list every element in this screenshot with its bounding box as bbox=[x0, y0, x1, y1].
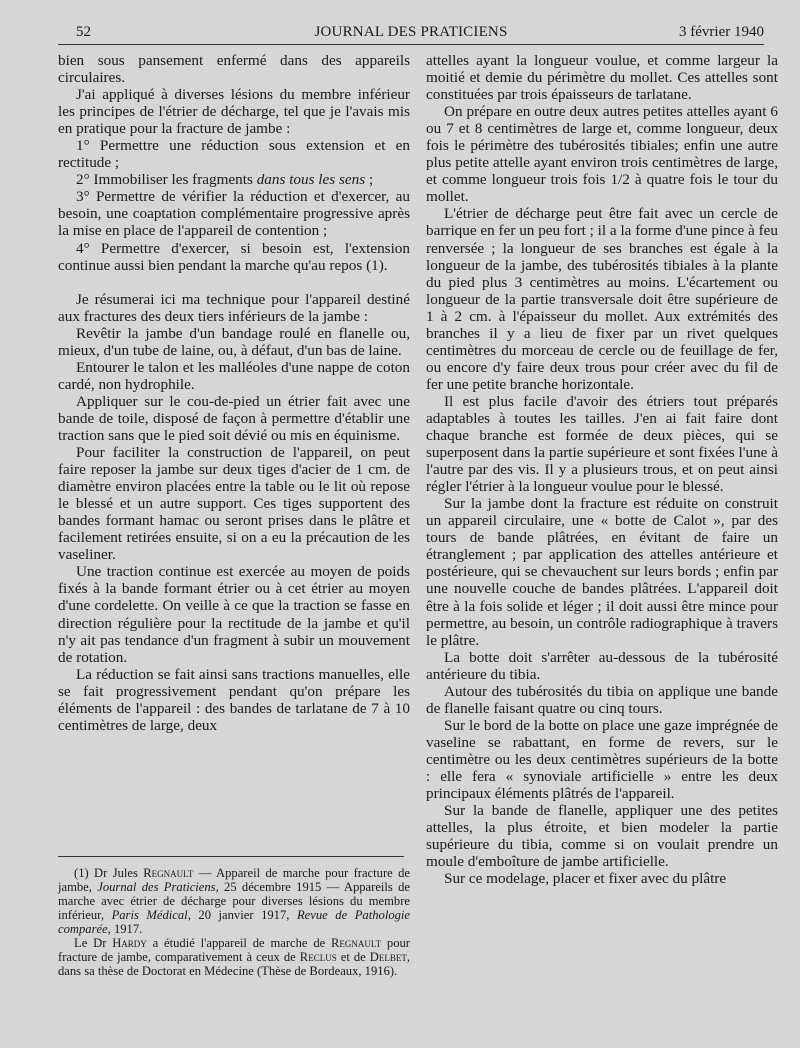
paragraph: La réduction se fait ainsi sans tractions manuelles, elle se fait progressivement pendant qu'on prépare les éléments de l'appareil : des bandes de tarlatane de 7 à 10 centimètres de large, deux bbox=[58, 665, 410, 734]
paragraph: Je résumerai ici ma technique pour l'appareil destiné aux fractures des deux tiers inférieurs de la jambe : bbox=[58, 290, 410, 325]
page-number: 52 bbox=[76, 24, 91, 40]
footnote bbox=[58, 936, 410, 978]
author-name: Hardy bbox=[112, 936, 147, 950]
paragraph: Il est plus facile d'avoir des étriers tout préparés adaptables à toutes les tailles. J'en ai fait faire dont chaque branche est formée de deux pièces, qui se superposent dans la partie supérieure et sont fixées l'une à l'autre par des vis. Il y a plusieurs trous, et on peut ainsi régler l'étrier à la longueur voulue pour le blessé. bbox=[426, 392, 778, 496]
paragraph: Appliquer sur le cou-de-pied un étrier fait avec une bande de toile, disposé de façon à permettre d'établir une traction sans que le pied soit dévié ou mis en équinisme. bbox=[58, 392, 410, 444]
paragraph: L'étrier de décharge peut être fait avec un cercle de barrique en fer un peu fort ; il a la forme d'une pince à feu renversée ; la longueur de ses branches est égale à la longueur de la jambe, des tubérosités tibiales à la plante du pied plus 3 centimètres au moins. L'écartement ou longueur de la partie transversale doit être supérieure de 1 à 2 cm. à l'épaisseur du mollet. Aux extrémités des branches il y a lieu de fixer par un rivet quelques centimètres du morceau de cercle ou de feuillage de fer, ou encore d'y faire deux trous pour créer avec du fil de fer une petite branche horizontale. bbox=[426, 205, 778, 393]
paragraph: Une traction continue est exercée au moyen de poids fixés à la bande formant étrier ou à cet étrier au moyen d'une cordelette. On veille à ce que la traction se fasse en direction régulière pour la rectitude de la jambe et qu'il n'y ait pas tendance d'un fragment à subir un mouvement de rotation. bbox=[58, 563, 410, 666]
paragraph: Revêtir la jambe d'un bandage roulé en flanelle ou, mieux, d'un tube de laine, ou, à défaut, d'un bas de laine. bbox=[58, 324, 410, 359]
paragraph: Autour des tubérosités du tibia on applique une bande de flanelle faisant quatre ou cinq tours. bbox=[426, 682, 778, 717]
author-name: Regnault bbox=[331, 936, 382, 950]
left-column bbox=[58, 52, 410, 734]
emphasis: dans tous les sens bbox=[256, 171, 366, 189]
right-column bbox=[426, 52, 778, 887]
author-name: Delbet bbox=[369, 950, 407, 964]
journal-name: Paris Médical bbox=[111, 908, 188, 922]
footnote-text: , 20 janvier 1917, bbox=[187, 908, 297, 922]
paragraph: Sur ce modelage, placer et fixer avec du plâtre bbox=[444, 870, 727, 888]
paragraph: bien sous pansement enfermé dans des appareils circulaires. bbox=[58, 52, 410, 87]
journal-name: Revue de Pathologie comparée bbox=[58, 908, 410, 936]
footnote bbox=[58, 866, 410, 936]
journal-name: Journal des Praticiens bbox=[97, 880, 216, 894]
paragraph: Sur le bord de la botte on place une gaze imprégnée de vaseline se rabattant, en forme de revers, sur le centimètre ou les deux centimètres supérieurs de la botte : elle fera « synoviale artificielle » entre les deux principaux éléments plâtrés de l'appareil. bbox=[426, 716, 778, 803]
footnote-text: — Appareil de marche pour fracture de jambe, bbox=[58, 866, 410, 894]
list-item: 3° Permettre de vérifier la réduction et d'exercer, au besoin, une coaptation complémentaire progressive après la mise en place de l'appareil de contention ; bbox=[58, 188, 410, 240]
list-item bbox=[58, 171, 410, 188]
paragraph: Sur la jambe dont la fracture est réduite on construit un appareil circulaire, une « botte de Calot », par des tours de bande plâtrées, en évitant de faire un étranglement ; par application des attelles antérieure et postérieure, qui se chevauchent sur leurs bords ; enfin par une nouvelle couche de bandes plâtrées. L'appareil doit être à la fois solide et léger ; il doit aussi être mince pour permettre, au besoin, un contrôle radiographique à travers le plâtre. bbox=[426, 495, 778, 649]
paragraph: J'ai appliqué à diverses lésions du membre inférieur les principes de l'étrier de décharge, tel que je l'avais mis en pratique pour la fracture de jambe : bbox=[58, 86, 410, 138]
author-name: Regnault bbox=[143, 866, 194, 880]
footnotes bbox=[58, 866, 410, 978]
footnote-text: et de bbox=[336, 950, 370, 964]
footnote-rule bbox=[58, 856, 404, 857]
journal-title: JOURNAL DES PRATICIENS bbox=[314, 24, 508, 40]
paragraph: La botte doit s'arrêter au-dessous de la tubérosité antérieure du tibia. bbox=[426, 648, 778, 683]
list-item-text: ; bbox=[365, 171, 374, 189]
footnote-text: , dans sa thèse de Doctorat en Médecine (Thèse de Bordeaux, 1916). bbox=[58, 950, 410, 978]
footnote-text: Le Dr bbox=[74, 936, 113, 950]
paragraph: Entourer le talon et les malléoles d'une nappe de coton cardé, non hydrophile. bbox=[58, 358, 410, 393]
author-name: Reclus bbox=[299, 950, 337, 964]
footnote-text: , 25 décembre 1915 — Appareils de marche avec étrier de décharge pour diverses lésions du membre inférieur, bbox=[58, 880, 411, 922]
paragraph: Pour faciliter la construction de l'appareil, on peut faire reposer la jambe sur deux tiges d'acier de 1 cm. de diamètre environ placées entre la table ou le lit où repose le blessé et un autre support. Ces tiges supportent des bandes formant hamac ou seront prises dans le plâtre et facilement retirées ensuite, si on a eu la précaution de les vaseliner. bbox=[58, 444, 410, 564]
running-header bbox=[58, 20, 764, 45]
paragraph: attelles ayant la longueur voulue, et comme largeur la moitié et demie du périmètre du mollet. Ces attelles sont constituées par trois épaisseurs de tarlatane. bbox=[426, 52, 778, 104]
paragraph: On prépare en outre deux autres petites attelles ayant 6 ou 7 et 8 centimètres de large et, comme longueur, deux fois le périmètre des tubérosités tibiales; enfin une autre plus petite attelle ayant environ trois centimètres de large, et comme longueur trois fois 1/2 à quatre fois le tour du mollet. bbox=[426, 103, 778, 206]
footnote-text: , 1917. bbox=[107, 922, 143, 936]
list-item-text: 2° Immobiliser les fragments bbox=[76, 171, 257, 189]
footnote-text: a étudié l'appareil de marche de bbox=[146, 936, 332, 950]
paragraph: Sur la bande de flanelle, appliquer une des petites attelles, la plus étroite, et bien modeler la partie supérieure du tibia, comme si on voulait prendre un moule d'emboîture de jambe artificielle. bbox=[426, 802, 778, 871]
list-item: 1° Permettre une réduction sous extension et en rectitude ; bbox=[58, 137, 410, 172]
issue-date: 3 février 1940 bbox=[679, 24, 764, 40]
footnote-text: pour fracture de jambe, comparativement à ceux de bbox=[58, 936, 410, 964]
list-item: 4° Permettre d'exercer, si besoin est, l'extension continue aussi bien pendant la marche qu'au repos (1). bbox=[58, 239, 410, 274]
footnote-text: (1) Dr Jules bbox=[74, 866, 144, 880]
